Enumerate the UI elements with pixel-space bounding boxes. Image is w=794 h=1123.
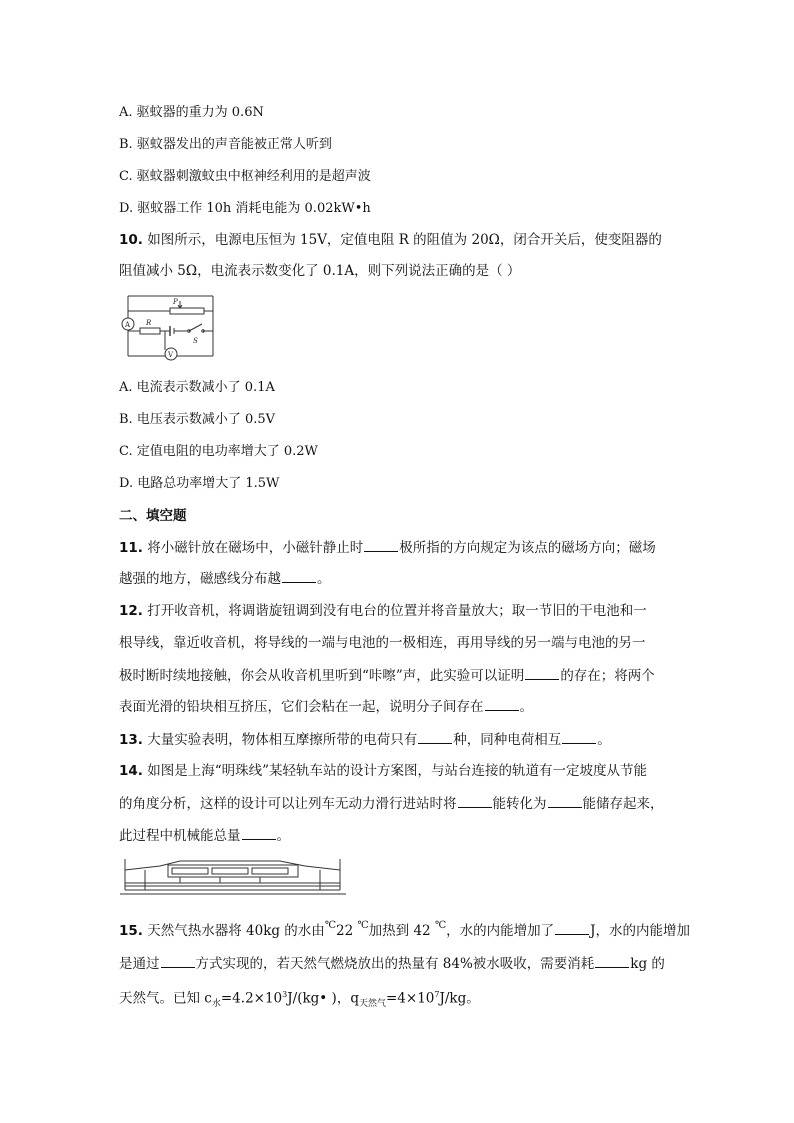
answer-blank[interactable] <box>161 954 195 968</box>
superscript-7: 7 <box>434 990 440 999</box>
q15-text1c: 加热到 42 <box>368 923 431 939</box>
label-s: S <box>193 337 198 345</box>
label-v: V <box>168 351 174 359</box>
degree-symbol: ℃ <box>324 920 336 931</box>
answer-blank[interactable] <box>458 794 492 808</box>
q9-option-a: A. 驱蚊器的重力为 0.6N <box>119 105 264 120</box>
label-a: A <box>125 321 131 329</box>
answer-blank[interactable] <box>555 921 589 935</box>
q10-option-a: A. 电流表示数减小了 0.1A <box>119 380 275 395</box>
q15-text3e: J/kg。 <box>439 990 480 1007</box>
q10-option-d: D. 电路总功率增大了 1.5W <box>119 476 280 491</box>
q12-line4 <box>119 697 533 716</box>
q9-option-d: D. 驱蚊器工作 10h 消耗电能为 0.02kW•h <box>119 201 371 216</box>
answer-blank[interactable] <box>595 954 629 968</box>
answer-blank[interactable] <box>525 666 559 680</box>
q13-text1b: 种，同种电荷相互 <box>453 732 562 748</box>
station-diagram <box>120 856 346 898</box>
q15-line2 <box>119 954 665 973</box>
q15-number: 15. <box>119 923 143 939</box>
q13-text1a: 大量实验表明，物体相互摩擦所带的电荷只有 <box>147 732 418 748</box>
degree-symbol: ℃ <box>434 920 447 931</box>
q10-option-c: C. 定值电阻的电功率增大了 0.2W <box>119 444 318 459</box>
subscript-gas: 天然气 <box>358 999 386 1010</box>
rheostat <box>170 308 204 314</box>
q15-text1b: 22 <box>336 923 354 939</box>
q14-number: 14. <box>119 763 143 779</box>
q12-text4b: 。 <box>519 699 533 715</box>
q15-text2b: 方式实现的，若天然气燃烧放出的热量有 84%被水吸收，需要消耗 <box>195 956 595 972</box>
q12-line1 <box>119 602 647 620</box>
q11-line2 <box>119 569 331 588</box>
q15-text2c: kg 的 <box>630 956 665 972</box>
q14-line1 <box>119 762 647 780</box>
q14-line3 <box>119 826 290 845</box>
q14-text3b: 。 <box>276 828 290 844</box>
q14-text3a: 此过程中机械能总量 <box>119 828 241 844</box>
q15-text1d: ，水的内能增加了 <box>446 923 555 939</box>
q15-text1a: 天然气热水器将 40kg 的水由 <box>147 923 325 939</box>
q11-text1b: 极所指的方向规定为该点的磁场方向；磁场 <box>399 540 656 556</box>
q14-line2 <box>119 794 664 813</box>
q12-line2: 根导线，靠近收音机，将导线的一端与电池的一极相连，再用导线的另一端与电池的另一 <box>119 635 646 651</box>
answer-blank[interactable] <box>485 697 519 711</box>
q14-text1: 如图是上海“明珠线”某轻轨车站的设计方案图，与站台连接的轨道有一定坡度从节能 <box>147 763 648 779</box>
degree-symbol: ℃ <box>357 920 369 931</box>
circuit-diagram <box>118 290 222 362</box>
subscript-water: 水 <box>211 999 221 1010</box>
q12-text1: 打开收音机，将调谐旋钮调到没有电台的位置并将音量放大；取一节旧的干电池和一 <box>147 603 647 619</box>
q11-text2a: 越强的地方，磁感线分布越 <box>119 571 281 587</box>
q15-line1 <box>119 921 690 942</box>
q10-stem-line2: 阻值减小 5Ω，电流表示数变化了 0.1A，则下列说法正确的是（ ） <box>119 263 521 279</box>
q13-line1 <box>119 730 611 749</box>
q14-text2b: 能转化为 <box>492 796 547 812</box>
q15-text1e: J，水的内能增加 <box>590 923 691 939</box>
q12-text3b: 的存在；将两个 <box>560 668 655 684</box>
section-title: 二、填空题 <box>119 508 187 524</box>
q15-text3a: 天然气。已知 c <box>119 990 212 1007</box>
answer-blank[interactable] <box>282 569 316 583</box>
q12-line3 <box>119 666 655 685</box>
q12-number: 12. <box>119 603 143 619</box>
q11-text1a: 将小磁针放在磁场中，小磁针静止时 <box>147 540 364 556</box>
q15-text3c: J/(kg• )，q <box>287 990 359 1007</box>
q9-option-b: B. 驱蚊器发出的声音能被正常人听到 <box>119 137 332 152</box>
q15-text3b: =4.2×10 <box>220 990 283 1007</box>
q15-text3d: =4×10 <box>385 990 435 1007</box>
q11-line1 <box>119 538 656 557</box>
q15-text2a: 是通过 <box>119 956 160 972</box>
superscript-3: 3 <box>282 990 288 999</box>
q11-text2b: 。 <box>317 571 331 587</box>
answer-blank[interactable] <box>562 730 596 744</box>
q9-option-c: C. 驱蚊器刺激蚊虫中枢神经利用的是超声波 <box>119 169 371 184</box>
answer-blank[interactable] <box>364 538 398 552</box>
q14-text2c: 能储存起来， <box>582 796 664 812</box>
answer-blank[interactable] <box>418 730 452 744</box>
q12-text4a: 表面光滑的铅块相互挤压，它们会粘在一起，说明分子间存在 <box>119 699 484 715</box>
q13-number: 13. <box>119 732 143 748</box>
q10-option-b: B. 电压表示数减小了 0.5V <box>119 412 276 427</box>
q12-text3a: 极时断时续地接触，你会从收音机里听到“咔嚓”声，此实验可以证明 <box>119 668 525 684</box>
label-p: P <box>173 298 178 306</box>
q10-number: 10. <box>119 232 143 248</box>
q14-text2a: 的角度分析，这样的设计可以让列车无动力滑行进站时将 <box>119 796 457 812</box>
answer-blank[interactable] <box>548 794 582 808</box>
q10-stem-line1 <box>119 231 662 249</box>
q11-number: 11. <box>119 540 143 556</box>
resistor-r <box>140 328 160 334</box>
answer-blank[interactable] <box>242 826 276 840</box>
label-r: R <box>146 319 152 327</box>
q10-text1: 如图所示，电源电压恒为 15V，定值电阻 R 的阻值为 20Ω，闭合开关后，使变阻器的 <box>147 232 662 248</box>
q13-text1c: 。 <box>597 732 611 748</box>
q15-line3 <box>119 986 480 1013</box>
